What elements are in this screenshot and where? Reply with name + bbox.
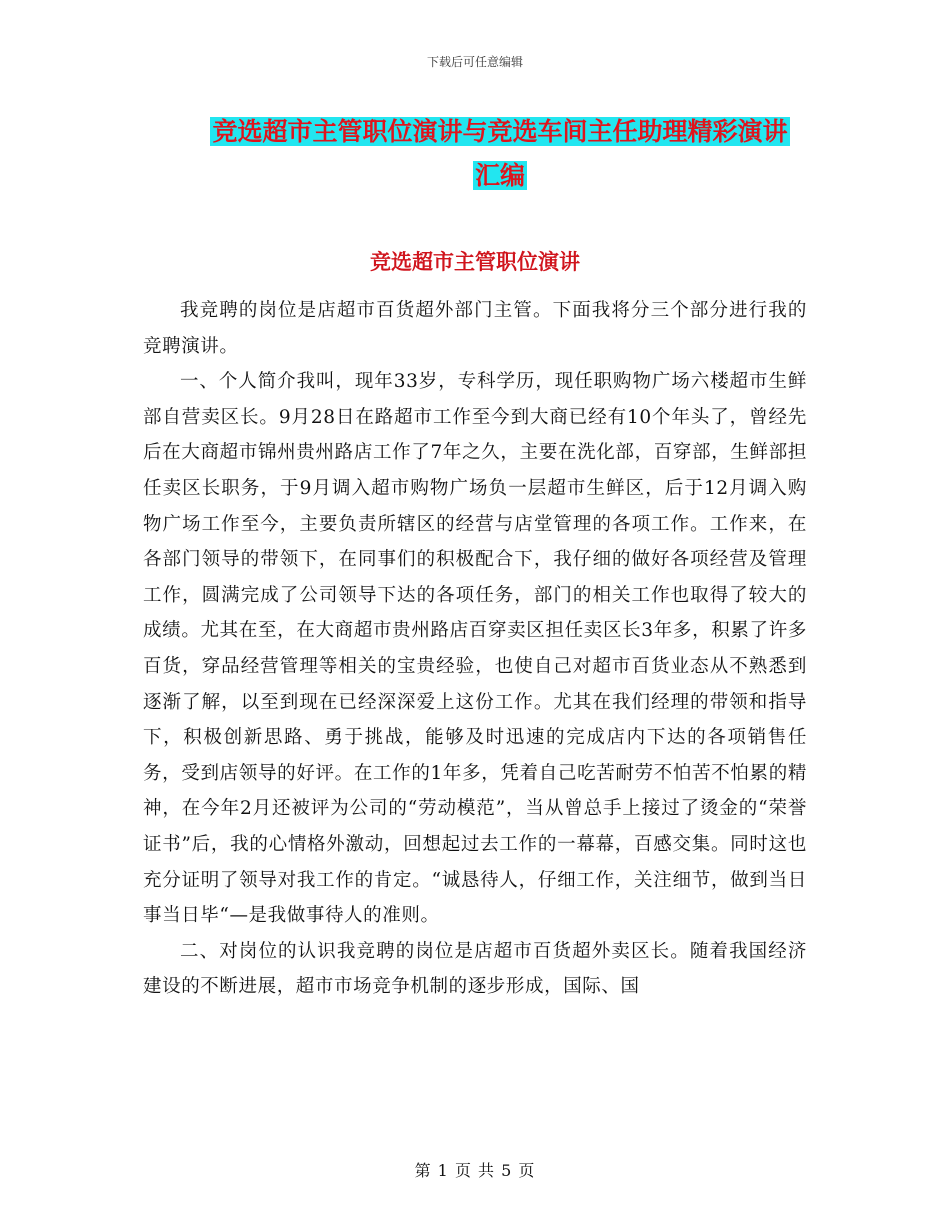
- document-title: [150, 110, 850, 198]
- paragraph-position-understanding: 二、对岗位的认识我竞聘的岗位是店超市百货超外卖区长。随着我国经济建设的不断进展，超市市场竞争机制的逐步形成，国际、国: [143, 940, 807, 998]
- section-title: 竞选超市主管职位演讲: [370, 249, 580, 274]
- document-body: [143, 293, 807, 1005]
- document-title-line1: 竞选超市主管职位演讲与竞选车间主任助理精彩演讲: [212, 117, 788, 146]
- page-number: 第 1 页 共 5 页: [414, 1161, 536, 1180]
- header-note: 下载后可任意编辑: [426, 55, 523, 69]
- document-title-line2: 汇编: [474, 161, 525, 190]
- paragraph-intro: 我竞聘的岗位是店超市百货超外部门主管。下面我将分三个部分进行我的竞聘演讲。: [143, 300, 807, 357]
- paragraph-personal-profile: 一、个人简介我叫，现年33岁，专科学历，现任职购物广场六楼超市生鲜部自营卖区长。9月28日在路超市工作至今到大商已经有10个年头了，曾经先后在大商超市锦州贵州路店工作了7年之久，主要在洗化部，百穿部，生鲜部担任卖区长职务，于9月调入超市购物广场负一层超市生鲜区，后于12月调入购物广场工作至今，主要负责所辖区的经营与店堂管理的各项工作。工作来，在各部门领导的带领下，在同事们的积极配合下，我仔细的做好各项经营及管理工作，圆满完成了公司领导下达的各项任务，部门的相关工作也取得了较大的成绩。尤其在至，在大商超市贵州路店百穿卖区担任卖区长3年多，积累了许多百货，穿品经营管理等相关的宝贵经验，也使自己对超市百货业态从不熟悉到逐渐了解，以至到现在已经深深爱上这份工作。尤其在我们经理的带领和指导下，积极创新思路、勇于挑战，能够及时迅速的完成店内下达的各项销售任务，受到店领导的好评。在工作的1年多，凭着自己吃苦耐劳不怕苦不怕累的精神，在今年2月还被评为公司的“劳动模范”，当从曾总手上接过了烫金的“荣誉证书”后，我的心情格外激动，回想起过去工作的一幕幕，百感交集。同时这也充分证明了领导对我工作的肯定。“诚恳待人，仔细工作，关注细节，做到当日事当日毕“—是我做事待人的准则。: [143, 371, 807, 927]
